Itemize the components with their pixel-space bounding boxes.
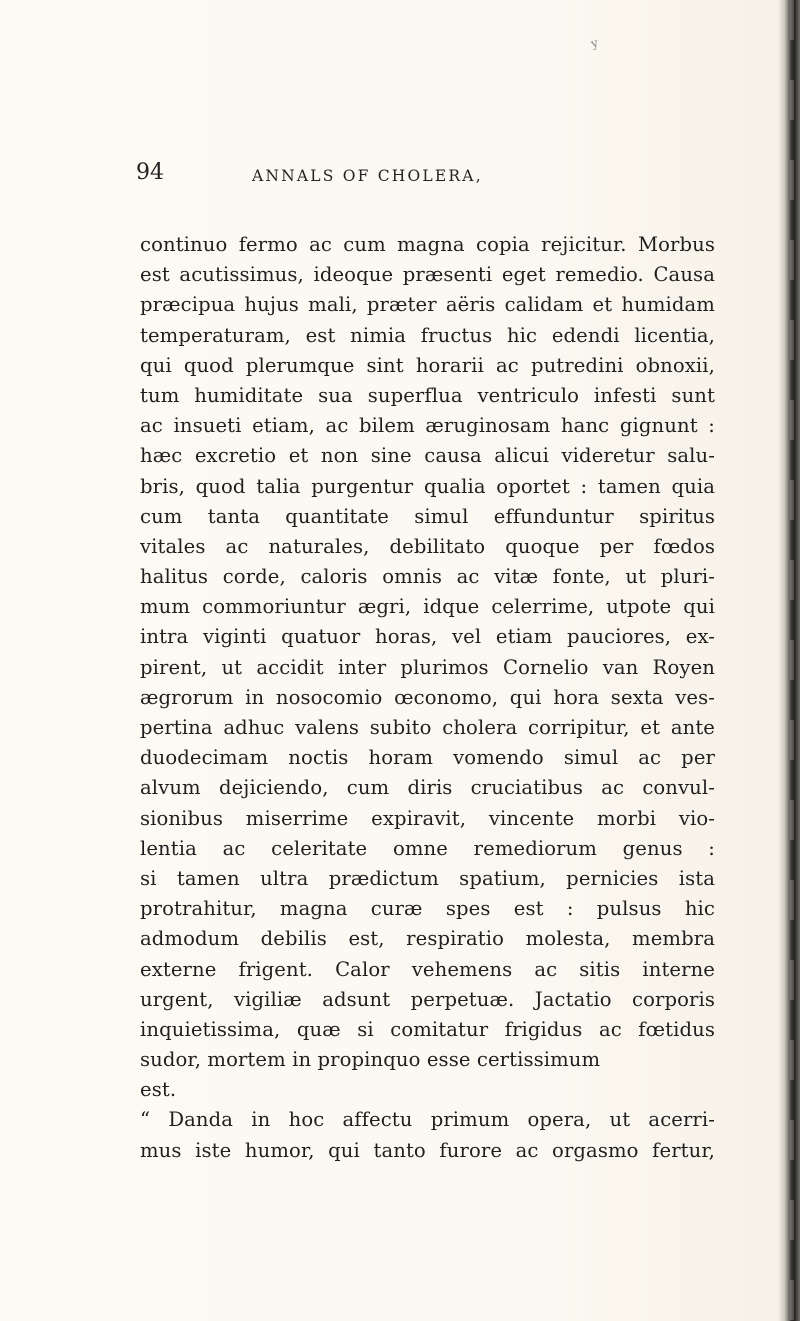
running-head: ANNALS OF CHOLERA, — [252, 167, 483, 185]
text-line: bris, quod talia purgentur qualia oportet : tamen quia — [140, 474, 715, 498]
text-line: urgent, vigiliæ adsunt perpetuæ. Jactatio corporis — [140, 987, 715, 1011]
text-line: vitales ac naturales, debilitato quoque per fœdos — [140, 534, 715, 558]
text-line: est acutissimus, ideoque præsenti eget remedio. Causa — [140, 263, 715, 287]
text-line: admodum debilis est, respiratio molesta, membra — [140, 927, 715, 951]
text-line: externe frigent. Calor vehemens ac sitis interne — [140, 957, 715, 981]
text-line: si tamen ultra prædictum spatium, pernicies ista — [140, 866, 715, 890]
text-line: hæc excretio et non sine causa alicui videretur salu- — [140, 444, 715, 468]
text-line: qui quod plerumque sint horarii ac putredini obnoxii, — [140, 353, 715, 377]
page-edge-shadow — [778, 0, 800, 1321]
text-line: intra viginti quatuor horas, vel etiam pauciores, ex- — [140, 625, 715, 649]
text-line: ægrorum in nosocomio œconomo, qui hora sexta ves- — [140, 685, 715, 709]
text-line: continuo fermo ac cum magna copia rejicitur. Morbus — [140, 233, 715, 256]
text-line: cum tanta quantitate simul effunduntur spiritus — [140, 504, 715, 528]
text-line: sionibus miserrime expiravit, vincente morbi vio- — [140, 806, 715, 830]
text-line: mus iste humor, qui tanto furore ac orgasmo fertur, — [140, 1138, 715, 1162]
text-line: lentia ac celeritate omne remediorum genus : — [140, 836, 715, 860]
text-line: pirent, ut accidit inter plurimos Cornelio van Royen — [140, 655, 715, 679]
text-line: præcipua hujus mali, præter aëris calidam et humidam — [140, 293, 715, 317]
text-line: ac insueti etiam, ac bilem æruginosam hanc gignunt : — [140, 414, 715, 438]
text-line: mum commoriuntur ægri, idque celerrime, utpote qui — [140, 595, 715, 619]
page-number: 94 — [136, 160, 164, 185]
text-line: duodecimam noctis horam vomendo simul ac per — [140, 746, 715, 770]
text-line: est. — [140, 1078, 177, 1102]
text-line: halitus corde, caloris omnis ac vitæ fonte, ut pluri- — [140, 565, 715, 589]
text-line: tum humiditate sua superflua ventriculo infesti sunt — [140, 383, 715, 407]
page-edge-texture — [790, 0, 794, 1321]
text-line: inquietissima, quæ si comitatur frigidus ac fœtidus — [140, 1017, 715, 1041]
stray-mark: y — [588, 35, 600, 51]
text-line: pertina adhuc valens subito cholera corripitur, et ante — [140, 716, 715, 739]
text-line: “ Danda in hoc affectu primum opera, ut acerri- — [140, 1108, 715, 1132]
text-line: protrahitur, magna curæ spes est : pulsus hic — [140, 897, 715, 921]
text-line: alvum dejiciendo, cum diris cruciatibus ac convul- — [140, 776, 715, 800]
body-text — [140, 230, 715, 1166]
text-line: temperaturam, est nimia fructus hic edendi licentia, — [140, 323, 715, 347]
text-line: sudor, mortem in propinquo esse certissimum — [140, 1048, 601, 1072]
